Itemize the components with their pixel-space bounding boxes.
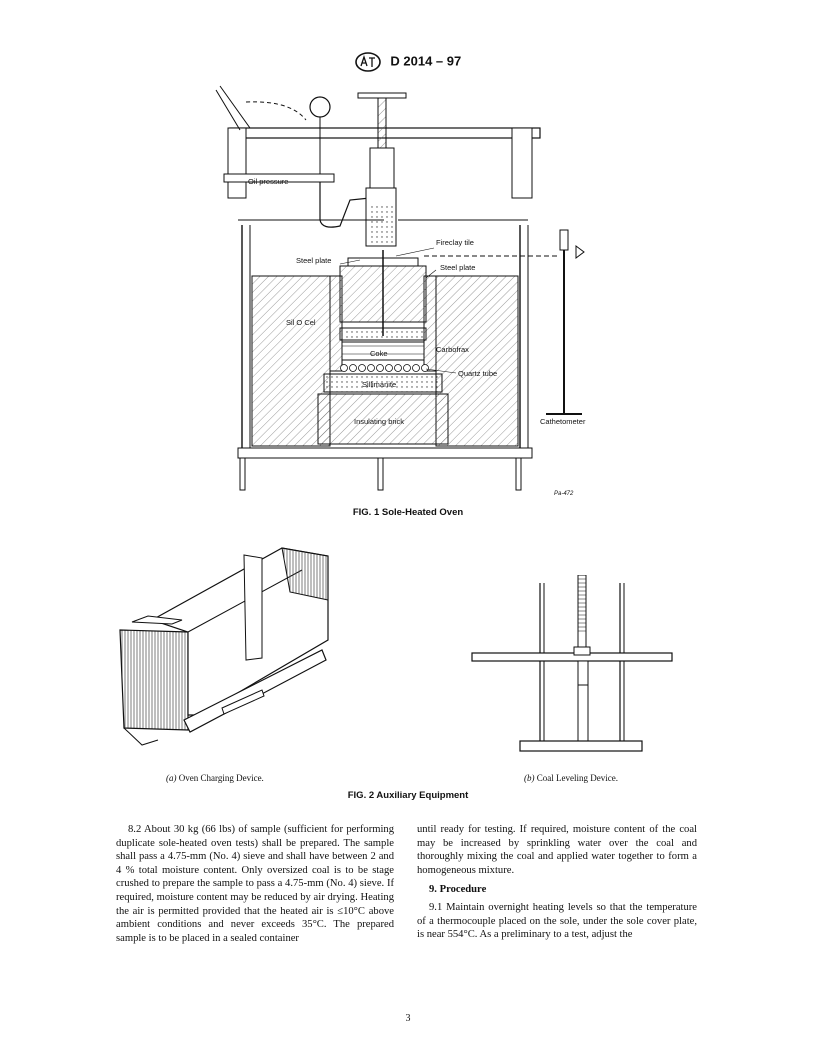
fig2-caption: FIG. 2 Auxiliary Equipment <box>347 790 469 801</box>
label-sillimanite: Sillimanite <box>362 380 397 389</box>
paragraph-8-2-continued: until ready for testing. If required, moisture content of the coal may be increased by sprinkling water over the coal and thoroughly mixing the coal and applied water together to form a homogeneous mixture. <box>417 824 697 876</box>
fig2b-subcaption: (b) Coal Leveling Device. <box>524 773 618 783</box>
label-drawing-number: Pa-472 <box>554 491 574 497</box>
label-silocel: Sil O Cel <box>286 318 316 327</box>
paragraph-9-1: 9.1 Maintain overnight heating levels so that the temperature of a thermocouple placed on the sole, under the sole cover plate, is near 554°C. As a preliminary to a test, adjust the <box>417 901 697 941</box>
left-column <box>116 823 394 945</box>
document-designation: D 2014 – 97 <box>390 53 462 69</box>
page-number: 3 <box>405 1013 411 1024</box>
label-insulating-brick: Insulating brick <box>354 417 405 426</box>
label-steel-plate-left: Steel plate <box>296 256 332 265</box>
label-cathetometer: Cathetometer <box>540 417 586 426</box>
label-carbofrax: Carbofrax <box>436 345 469 354</box>
fig2a-subcaption: (a) Oven Charging Device. <box>166 773 264 783</box>
right-column <box>417 823 697 942</box>
label-quartz-tube: Quartz tube <box>458 369 498 378</box>
fig1-sole-heated-oven-drawing <box>210 80 620 515</box>
page-header <box>0 52 816 72</box>
label-fireclay-tile: Fireclay tile <box>436 238 474 247</box>
label-coke: Coke <box>370 349 388 358</box>
section-heading-procedure: 9. Procedure <box>429 884 487 896</box>
label-steel-plate-right: Steel plate <box>440 263 476 272</box>
fig1-caption: FIG. 1 Sole-Heated Oven <box>352 507 464 518</box>
paragraph-8-2: 8.2 About 30 kg (66 lbs) of sample (sufficient for performing duplicate sole-heated oven tests) shall be prepared. The sample shall pass a 4.75-mm (No. 4) sieve and shall have between 2 and 4 % total moisture content. Only oversized coal is to be stage crushed to prepare the sample to pass a 4.75-mm (No. 4) sieve. If required, moisture content may be reduced by air drying. Heating the air is permitted provided that the heated air is ≤10°C above ambient conditions and never exceeds 35°C. The prepared sample is to be placed in a sealed container <box>116 824 394 944</box>
fig2a-oven-charging-device-drawing <box>112 540 342 755</box>
fig2b-coal-leveling-device-drawing <box>470 575 675 760</box>
astm-logo-icon <box>355 52 381 72</box>
label-oil-pressure: Oil pressure <box>248 177 289 186</box>
